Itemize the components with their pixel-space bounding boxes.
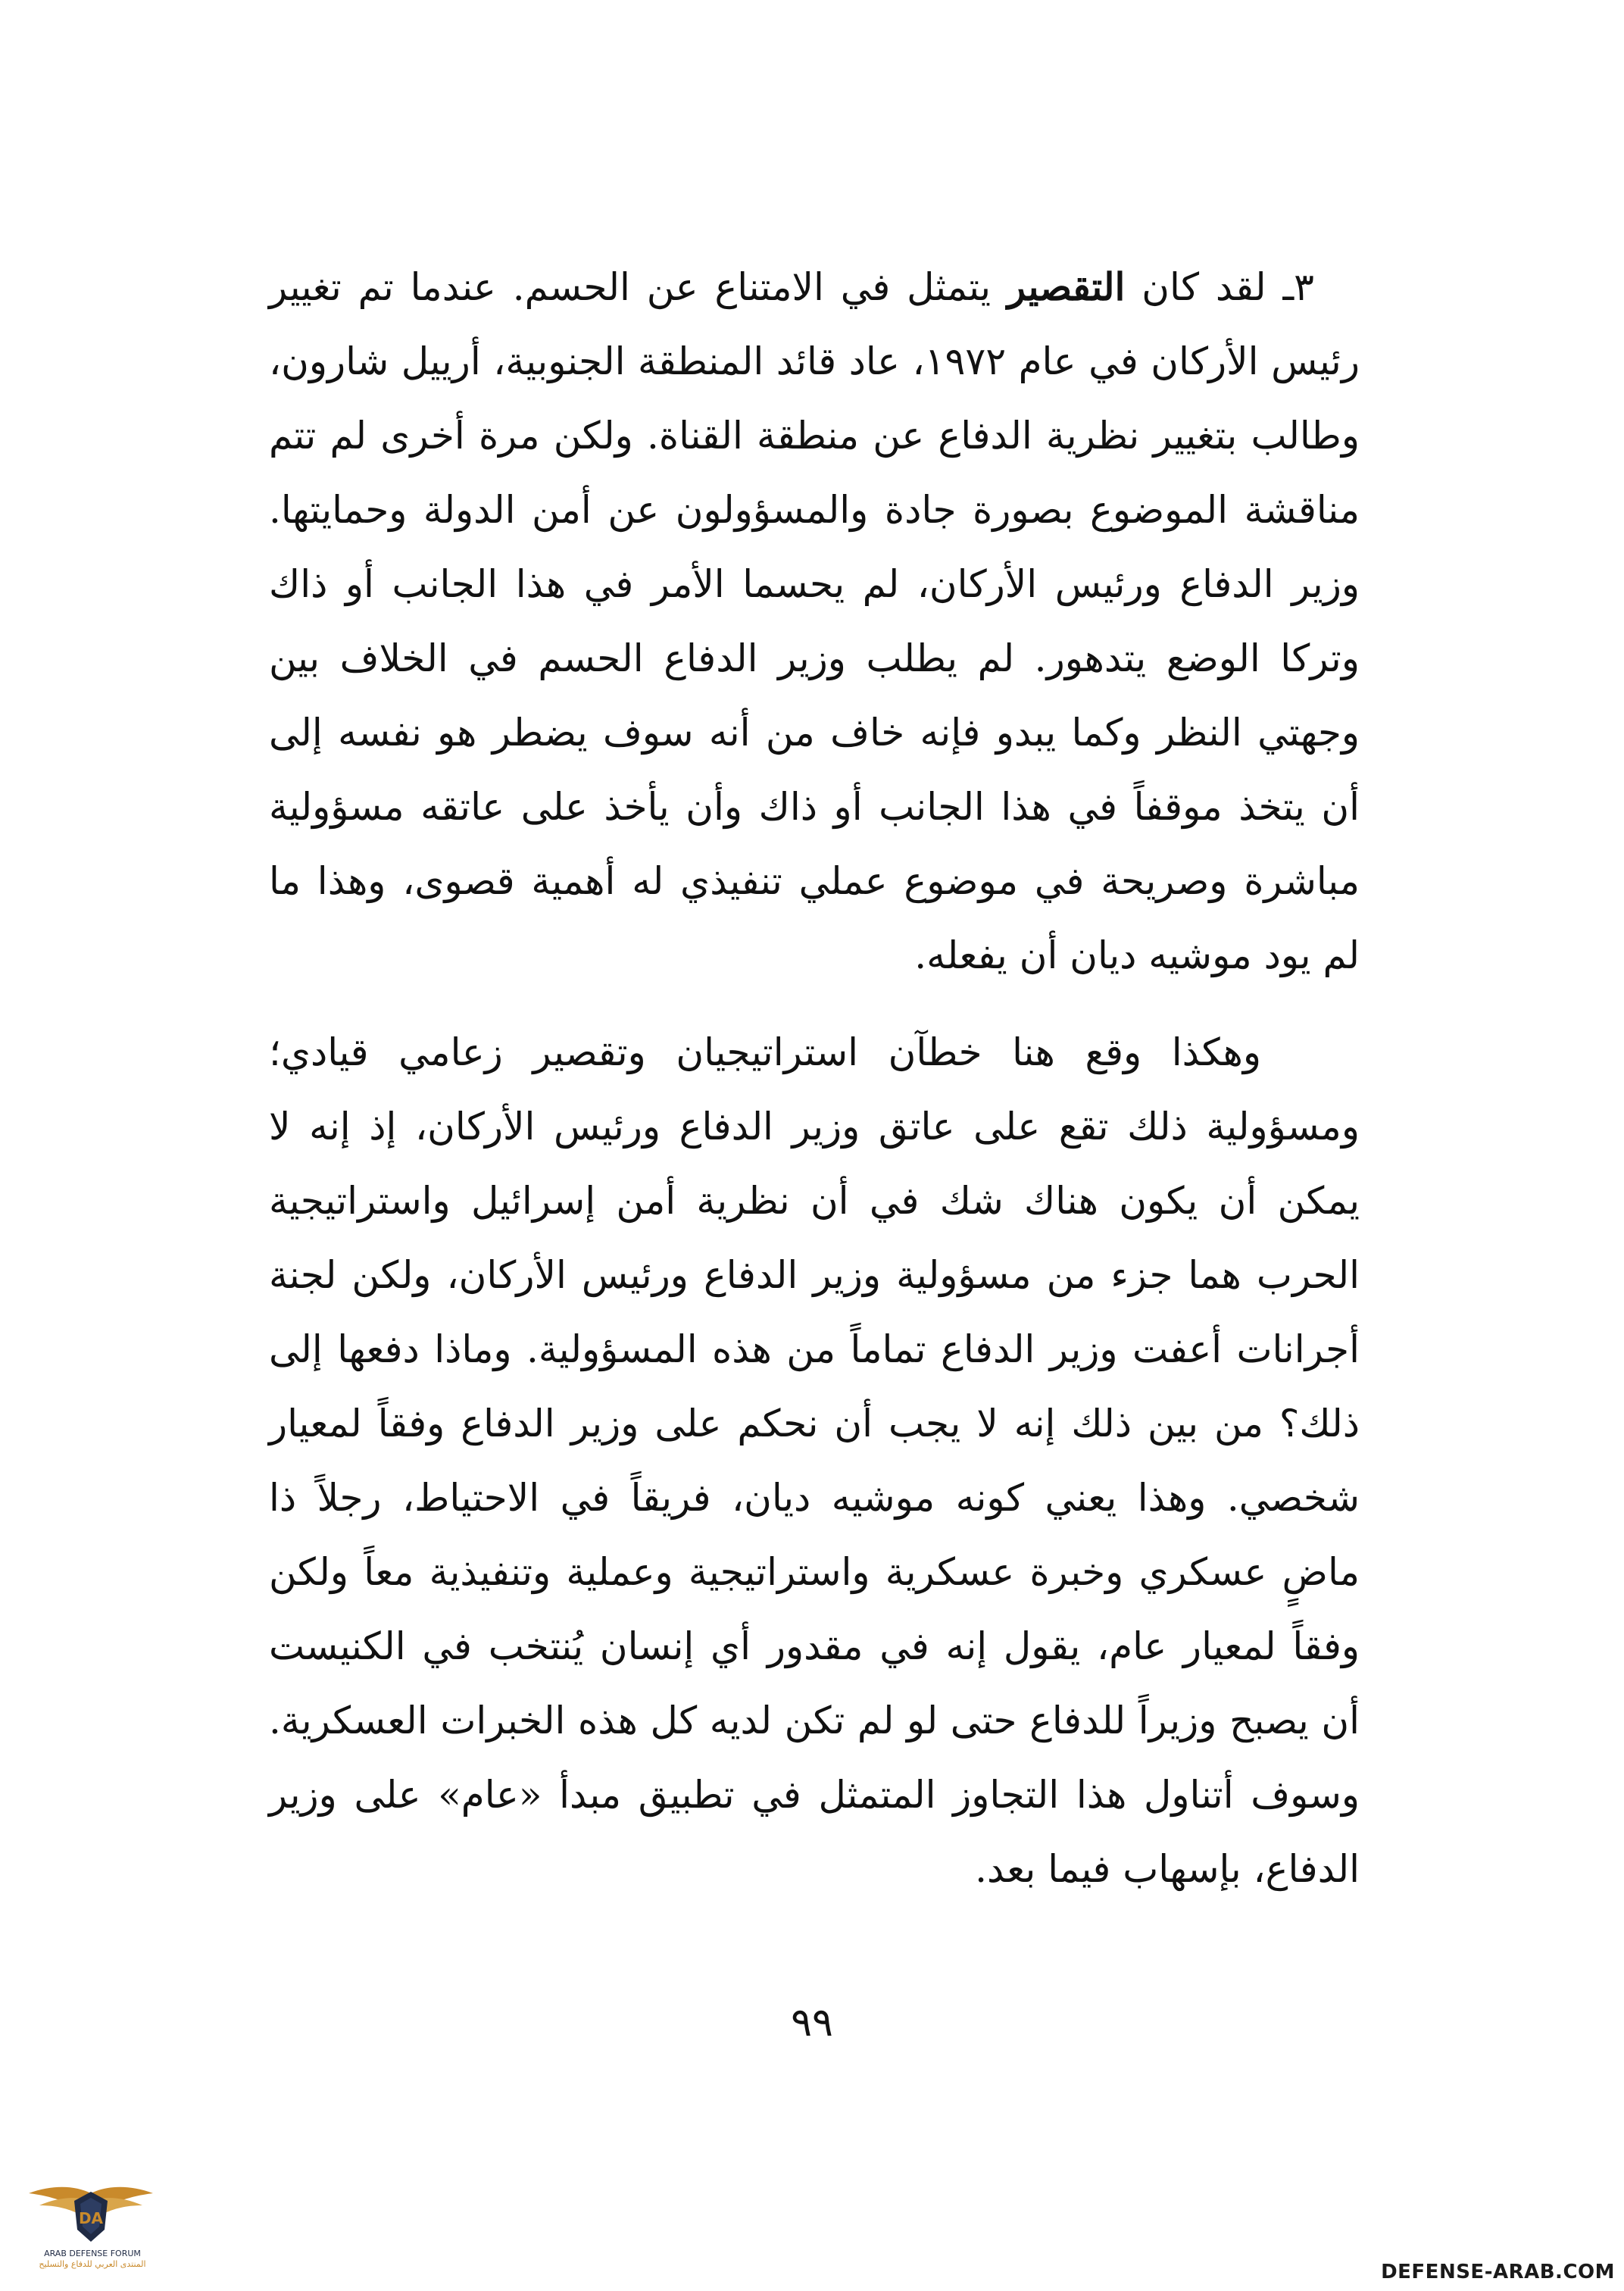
paragraph-1 xyxy=(269,250,1360,992)
logo-caption-ar: المنتدى العربي للدفاع والتسليح xyxy=(39,2259,146,2269)
logo-caption-en: ARAB DEFENSE FORUM xyxy=(44,2249,141,2258)
paragraph-1-lead: ٣ـ لقد كان xyxy=(1125,265,1314,309)
page-number: ٩٩ xyxy=(791,2000,833,2046)
body-text xyxy=(269,250,1360,1929)
paragraph-1-rest: يتمثل في الامتناع عن الحسم. عندما تم تغيير رئيس الأركان في عام ١٩٧٢، عاد قائد المنطقة الجنوبية، أرييل شارون، وطالب بتغيير نظرية الدفاع عن منطقة القناة. ولكن مرة أخرى لم تتم مناقشة الموضوع بصورة جادة والمسؤولون عن أمن الدولة وحمايتها. وزير الدفاع ورئيس الأركان، لم يحسما الأمر في هذا الجانب أو ذاك وتركا الوضع يتدهور. لم يطلب وزير الدفاع الحسم في الخلاف بين وجهتي النظر وكما يبدو فإنه خاف من أنه سوف يضطر هو نفسه إلى أن يتخذ موقفاً في هذا الجانب أو ذاك وأن يأخذ على عاتقه مسؤولية مباشرة وصريحة في موضوع عملي تنفيذي له أهمية قصوى، وهذا ما لم يود موشيه ديان أن يفعله. xyxy=(269,265,1360,977)
paragraph-1-emphasis: التقصير xyxy=(1007,264,1126,309)
logo-monogram: DA xyxy=(78,2209,104,2227)
site-watermark: DEFENSE-ARAB.COM xyxy=(1381,2261,1615,2283)
logo-caption xyxy=(24,2249,161,2270)
paragraph-2: وهكذا وقع هنا خطآن استراتيجيان وتقصير زعامي قيادي؛ ومسؤولية ذلك تقع على عاتق وزير الدفاع ورئيس الأركان، إذ إنه لا يمكن أن يكون هناك شك في أن نظرية أمن إسرائيل واستراتيجية الحرب هما جزء من مسؤولية وزير الدفاع ورئيس الأركان، ولكن لجنة أجرانات أعفت وزير الدفاع تماماً من هذه المسؤولية. وماذا دفعها إلى ذلك؟ من بين ذلك إنه لا يجب أن نحكم على وزير الدفاع وفقاً لمعيار شخصي. وهذا يعني كونه موشيه ديان، فريقاً في الاحتياط، رجلاً ذا ماضٍ عسكري وخبرة عسكرية واستراتيجية وعملية وتنفيذية معاً ولكن وفقاً لمعيار عام، يقول إنه في مقدور أي إنسان يُنتخب في الكنيست أن يصبح وزيراً للدفاع حتى لو لم تكن لديه كل هذه الخبرات العسكرية. وسوف أتناول هذا التجاوز المتمثل في تطبيق مبدأ «عام» على وزير الدفاع، بإسهاب فيما بعد. xyxy=(269,1030,1360,1891)
